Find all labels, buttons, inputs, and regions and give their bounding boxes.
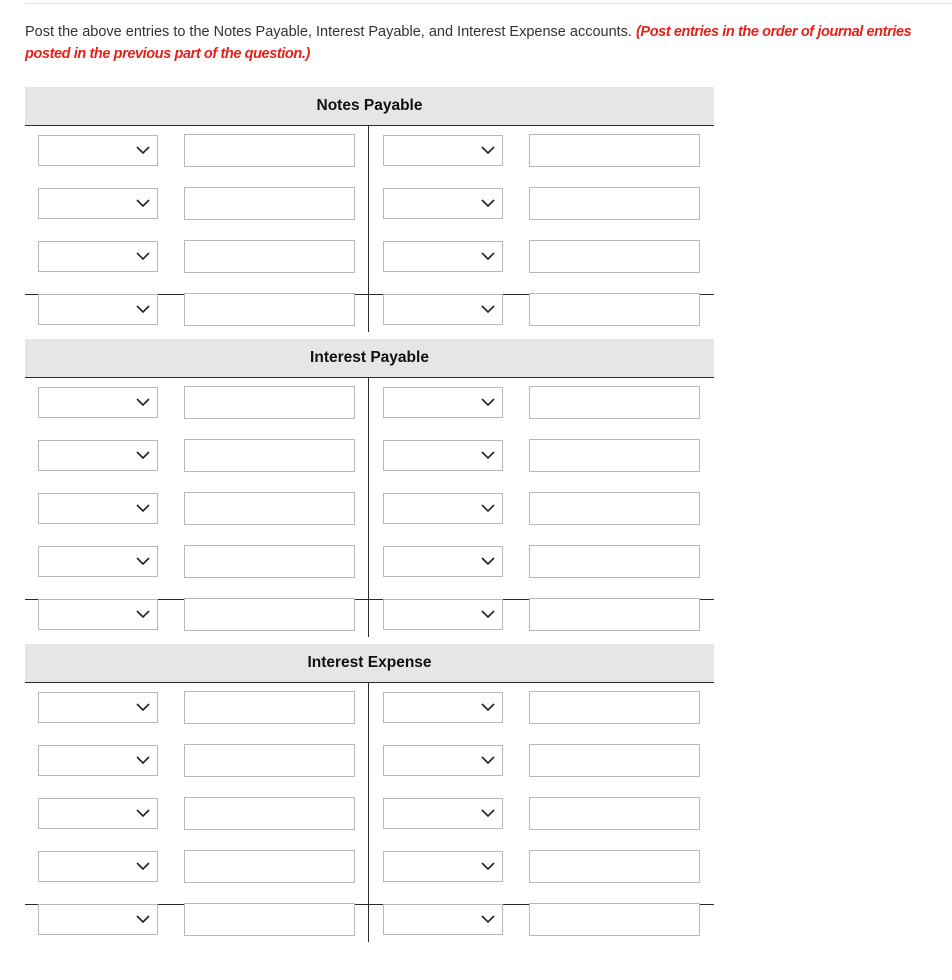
debit-account-select[interactable] (38, 294, 158, 325)
debit-account-select[interactable] (38, 493, 158, 524)
credit-account-select[interactable] (383, 692, 503, 723)
chevron-down-icon (481, 146, 495, 155)
credit-amount-input[interactable] (529, 240, 700, 273)
chevron-down-icon (136, 398, 150, 407)
chevron-down-icon (136, 199, 150, 208)
credit-amount-input[interactable] (529, 492, 700, 525)
credit-amount-input[interactable] (529, 293, 700, 326)
chevron-down-icon (136, 610, 150, 619)
debit-amount-input[interactable] (184, 903, 355, 936)
chevron-down-icon (136, 504, 150, 513)
debit-amount-input[interactable] (184, 598, 355, 631)
credit-account-select[interactable] (383, 294, 503, 325)
debit-amount-input[interactable] (184, 850, 355, 883)
credit-amount-input[interactable] (529, 545, 700, 578)
chevron-down-icon (136, 756, 150, 765)
credit-amount-input[interactable] (529, 797, 700, 830)
debit-amount-input[interactable] (184, 134, 355, 167)
debit-amount-input[interactable] (184, 240, 355, 273)
credit-account-select[interactable] (383, 188, 503, 219)
credit-account-select[interactable] (383, 745, 503, 776)
credit-account-select[interactable] (383, 798, 503, 829)
debit-amount-input[interactable] (184, 492, 355, 525)
instructions (25, 21, 930, 65)
credit-account-select[interactable] (383, 241, 503, 272)
credit-amount-input[interactable] (529, 439, 700, 472)
debit-amount-input[interactable] (184, 691, 355, 724)
credit-account-select[interactable] (383, 546, 503, 577)
debit-account-select[interactable] (38, 188, 158, 219)
credit-amount-input[interactable] (529, 134, 700, 167)
chevron-down-icon (481, 305, 495, 314)
debit-amount-input[interactable] (184, 744, 355, 777)
debit-amount-input[interactable] (184, 439, 355, 472)
credit-amount-input[interactable] (529, 744, 700, 777)
instruction-text: Post the above entries to the Notes Payable, Interest Payable, and Interest Expense accounts. (25, 24, 632, 40)
credit-account-select[interactable] (383, 599, 503, 630)
debit-account-select[interactable] (38, 851, 158, 882)
chevron-down-icon (481, 703, 495, 712)
credit-amount-input[interactable] (529, 691, 700, 724)
chevron-down-icon (481, 451, 495, 460)
credit-amount-input[interactable] (529, 903, 700, 936)
debit-account-select[interactable] (38, 599, 158, 630)
chevron-down-icon (481, 557, 495, 566)
credit-account-select[interactable] (383, 904, 503, 935)
chevron-down-icon (136, 146, 150, 155)
chevron-down-icon (136, 862, 150, 871)
debit-amount-input[interactable] (184, 293, 355, 326)
credit-amount-input[interactable] (529, 598, 700, 631)
credit-account-select[interactable] (383, 135, 503, 166)
debit-account-select[interactable] (38, 440, 158, 471)
debit-account-select[interactable] (38, 135, 158, 166)
debit-account-select[interactable] (38, 241, 158, 272)
chevron-down-icon (481, 756, 495, 765)
credit-amount-input[interactable] (529, 850, 700, 883)
chevron-down-icon (136, 703, 150, 712)
chevron-down-icon (481, 199, 495, 208)
chevron-down-icon (481, 398, 495, 407)
credit-amount-input[interactable] (529, 187, 700, 220)
debit-amount-input[interactable] (184, 545, 355, 578)
credit-account-select[interactable] (383, 493, 503, 524)
chevron-down-icon (136, 915, 150, 924)
account-title: Interest Payable (25, 339, 714, 378)
chevron-down-icon (481, 915, 495, 924)
chevron-down-icon (136, 305, 150, 314)
debit-amount-input[interactable] (184, 386, 355, 419)
account-interest-expense (25, 644, 714, 930)
debit-account-select[interactable] (38, 745, 158, 776)
chevron-down-icon (481, 809, 495, 818)
chevron-down-icon (481, 504, 495, 513)
credit-account-select[interactable] (383, 440, 503, 471)
account-title: Interest Expense (25, 644, 714, 683)
debit-amount-input[interactable] (184, 187, 355, 220)
chevron-down-icon (481, 862, 495, 871)
account-notes-payable (25, 87, 714, 320)
account-interest-payable (25, 339, 714, 625)
debit-amount-input[interactable] (184, 797, 355, 830)
debit-account-select[interactable] (38, 692, 158, 723)
chevron-down-icon (136, 451, 150, 460)
top-divider (25, 3, 952, 4)
t-account-divider (368, 377, 369, 637)
debit-account-select[interactable] (38, 387, 158, 418)
credit-account-select[interactable] (383, 851, 503, 882)
chevron-down-icon (136, 252, 150, 261)
instruction-note: (Post entries in the order of journal entries posted in the previous part of the question.) (25, 24, 912, 62)
chevron-down-icon (481, 252, 495, 261)
debit-account-select[interactable] (38, 904, 158, 935)
credit-account-select[interactable] (383, 387, 503, 418)
credit-amount-input[interactable] (529, 386, 700, 419)
t-account-divider (368, 682, 369, 942)
chevron-down-icon (136, 557, 150, 566)
t-account-divider (368, 125, 369, 332)
chevron-down-icon (481, 610, 495, 619)
debit-account-select[interactable] (38, 798, 158, 829)
chevron-down-icon (136, 809, 150, 818)
account-title: Notes Payable (25, 87, 714, 126)
debit-account-select[interactable] (38, 546, 158, 577)
